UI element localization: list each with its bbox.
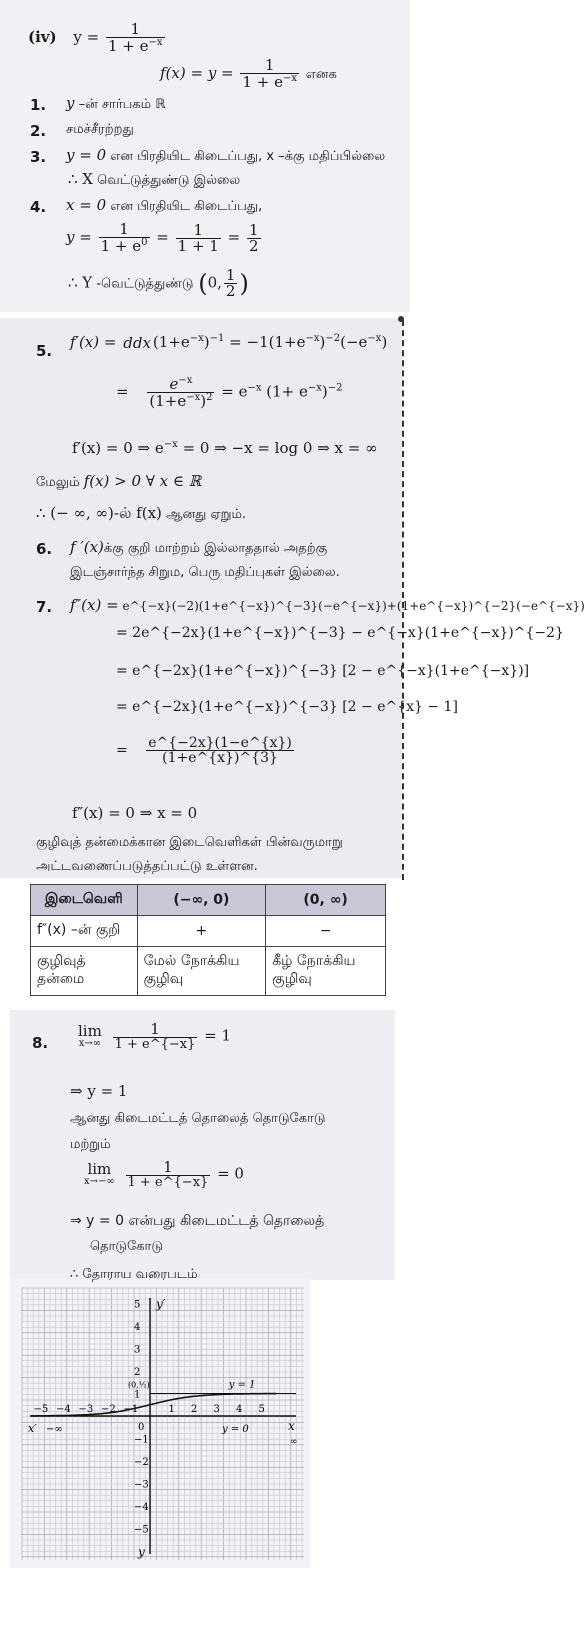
x-tick-label: 1 [168,1404,175,1415]
table-row [31,916,386,947]
table-row [31,947,386,996]
step-6-number: 6. [36,540,53,558]
y-tick-label: 3 [134,1344,141,1356]
tick-labels [34,1300,265,1536]
x-tick-label: −2 [101,1404,116,1415]
y-tick-label: 1 [134,1389,141,1401]
step-5-increasing: ∴ (− ∞, ∞)-ல் f(x) ஆனது ஏறும். [36,504,247,522]
step-7-line-1: f″(x) = e^{−x}(−2)(1+e^{−x})^{−3}(−e^{−x})+(1+e^{−x})^{−2}(−e^{−x}) [70,596,585,614]
step-2-number: 2. [30,122,47,140]
x-tick-label: 5 [258,1404,265,1415]
limit-2: lim x→−∞ $\frac{1}{1 + e\^{}\{-x\}}$ = 0 [84,1158,244,1190]
step-5-positivity: மேலும் f(x) > 0 ∀ x ∈ ℝ [36,472,202,490]
y-tick-label: −1 [134,1434,149,1446]
header-num: 1 [130,20,141,38]
axes [30,1298,296,1554]
step-7-number: 7. [36,598,53,616]
header-lhs: y = [73,28,100,46]
step-2: சமச்சீரற்றது [66,122,134,137]
x-tick-label: −1 [123,1404,139,1415]
step-3-conclusion: ∴ X வெட்டுத்துண்டு இல்லை [68,170,241,188]
step-1-number: 1. [30,96,47,114]
x-tick-label: 4 [236,1404,243,1415]
step-4: x = 0 என பிரதியிட கிடைப்பது, [66,196,263,214]
step-6-line-2: இடஞ்சார்ந்த சிறும, பெரு மதிப்புகள் இல்லை. [70,565,340,580]
y-tick-label: −5 [134,1524,149,1536]
y-tick-label: 5 [134,1299,141,1311]
step-8-number: 8. [32,1034,49,1052]
step-7-line-4: = e^{−2x}(1+e^{−x})^{−3} [2 − e^{x} − 1] [116,699,458,715]
step-4-number: 4. [30,198,47,216]
grid [22,1288,304,1560]
step-7-inflection: f″(x) = 0 ⇒ x = 0 [72,804,198,822]
table-cell: மேல் நோக்கிய குழிவு [137,947,266,996]
minus-infinity-label: −∞ [46,1424,63,1435]
table-cell: குழிவுத் தன்மை [31,947,138,996]
step-5-number: 5. [36,342,53,360]
table-cell: கீழ் நோக்கிய குழிவு [266,947,386,996]
divider-dot [398,316,404,322]
table-cell: + [137,916,266,947]
table-header-row [31,885,386,916]
y-tick-label: −2 [134,1457,149,1468]
x-axis-label-left: x′ [28,1422,37,1435]
step-4-conclusion: ∴ Y -வெட்டுத்துண்டு (0, $\frac{1}{2}$ ) [68,266,249,300]
let-line: f(x) = y = $\frac{1}{1 + e^{-x}}$ எனக [160,56,337,91]
concavity-table [30,884,386,996]
step-6-line-1: f ′(x)க்கு குறி மாற்றம் இல்லாததால் அதற்கு [70,538,328,556]
x-tick-label: −5 [33,1404,49,1415]
step-5-derivative: f′(x) = ddx $(1+e^{-x})^{-1} = -1(1+e^{-x})^{-2}(-e^{-x})$ [70,333,388,352]
asymptote-y1-label: y = 1 [228,1379,256,1391]
header-equation [28,22,167,54]
origin-label: 0 [138,1422,145,1433]
horizontal-asymptote-1a: ஆனது கிடைமட்டத் தொலைத் தொடுகோடு [70,1111,326,1126]
x-axis-label-right: x [288,1419,295,1433]
let-fraction: $\frac{1}{1 + e^{-x}}$ [242,56,297,91]
step-7-line-3: = e^{−2x}(1+e^{−x})^{−3} [2 − e^{−x}(1+e^{−x})] [116,663,530,679]
step-1: y –ன் சார்பகம் ℝ [66,94,166,112]
y-intercept-label: (0,½) [128,1380,150,1390]
header-fraction [106,22,165,54]
step-5-critical: f′(x) = 0 ⇒ $e^{-x} = 0$ ⇒ −x = log 0 ⇒ x = ∞ [72,439,378,457]
y-tick-label: 2 [134,1367,141,1378]
x-tick-label: 2 [191,1404,198,1415]
step-5-simplified: = $\frac{e^{-x}}{(1+e^{-x})^2}$ = $e^{-x}$ $(1+ e^{-x})^{-2}$ [116,375,343,410]
step-7-line-2: = 2e^{−2x}(1+e^{−x})^{−3} − e^{−x}(1+e^{−x})^{−2} [116,625,564,641]
table-header-cell: (−∞, 0) [137,885,266,916]
table-header-cell: (0, ∞) [266,885,386,916]
limit-1-result: ⇒ y = 1 [70,1082,128,1100]
concavity-intro-2: அட்டவணைப்படுத்தப்பட்டு உள்ளன. [36,859,258,874]
part-label: (iv) [28,28,57,46]
table-header-cell: இடைவெளி [31,885,138,916]
y-tick-label: −4 [134,1502,149,1513]
x-tick-label: 3 [213,1404,220,1415]
approximate-graph-label: ∴ தோராய வரைபடம் [70,1267,198,1282]
x-tick-label: −4 [56,1404,71,1415]
limit-1: lim x→∞ $\frac{1}{1 + e\^{}\{-x\}}$ = 1 [78,1020,232,1052]
y-tick-label: 4 [134,1322,141,1333]
x-tick-label: −3 [78,1404,94,1415]
concavity-intro-1: குழிவுத் தன்மைக்கான இடைவெளிகள் பின்வருமாறு [36,835,343,850]
step-4-equation: y = $\frac{1}{1 + e^0}$ = $\frac{1}{1 + 1}$ = $\frac{1}{2}$ [66,220,259,255]
plus-infinity-label: ∞ [290,1437,298,1447]
table-cell: f″(x) –ன் குறி [31,916,138,947]
y-axis-label-bottom: y [138,1545,145,1559]
step-3-number: 3. [30,148,47,166]
y-axis-label-top: y′ [156,1297,166,1311]
step-7-line-5: = $\frac{e\^{}\{-2x\}(1-e\^{}\{x\})}{(1+e\^{}\{x\})\^{}\{3\}}$ [116,735,292,766]
header-den: $1 + e^{-x}$ [107,37,163,55]
horizontal-asymptote-2a: ⇒ y = 0 என்பது கிடைமட்டத் தொலைத் [70,1213,325,1229]
horizontal-asymptote-2b: தொடுகோடு [90,1239,163,1254]
step-3: y = 0 என பிரதியிட கிடைப்பது, x –க்கு மதிப்பில்லை [66,146,386,164]
horizontal-asymptote-1b: மற்றும் [70,1137,111,1152]
table-cell: − [266,916,386,947]
asymptote-y0-label: y = 0 [222,1424,249,1435]
y-tick-label: −3 [134,1479,149,1491]
sketch-graph [22,1288,304,1560]
